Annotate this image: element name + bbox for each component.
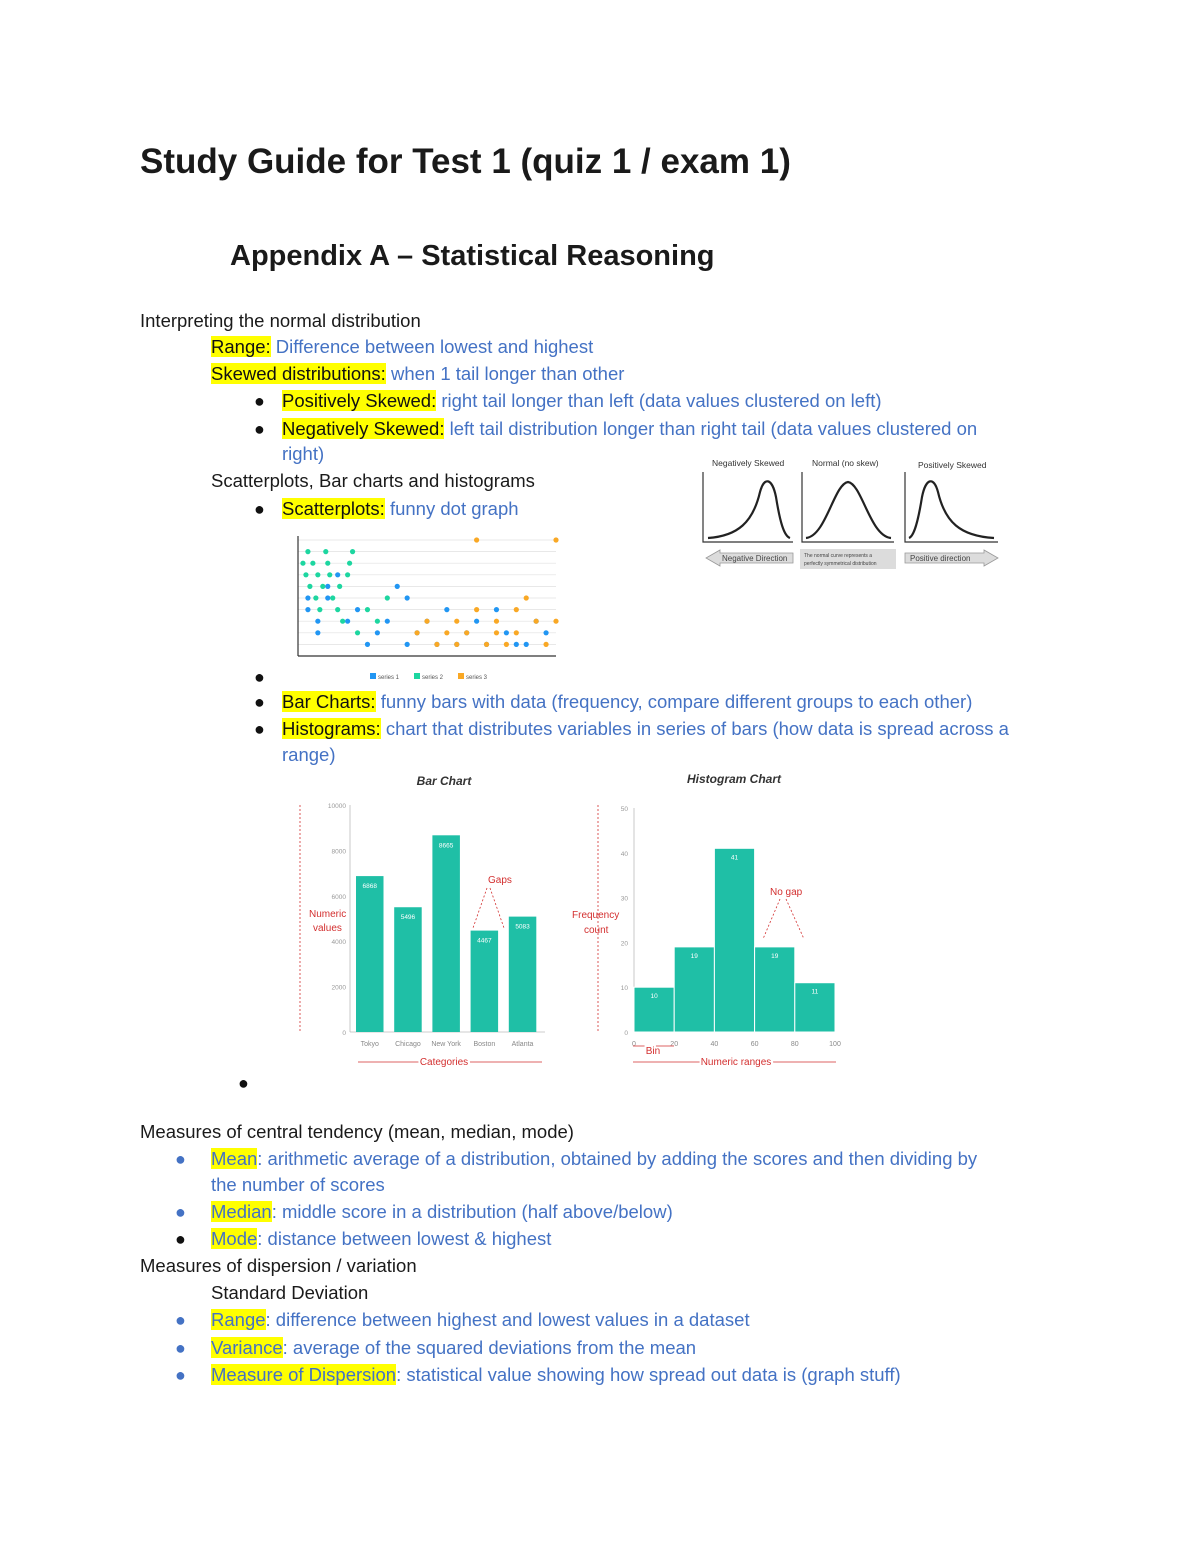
scatter-point bbox=[330, 595, 335, 600]
bullet-icon: ● bbox=[254, 419, 265, 439]
bar-def: funny bars with data (frequency, compare different groups to each other) bbox=[375, 691, 973, 712]
median-term: Median bbox=[211, 1201, 272, 1222]
positive-entry bbox=[282, 389, 882, 413]
hist-bin-40-60 bbox=[714, 848, 754, 1032]
hist-ylabel-1: Frequency bbox=[572, 910, 620, 921]
scatter-point bbox=[325, 561, 330, 566]
dispersion-term: Measure of Dispersion bbox=[211, 1364, 397, 1385]
hist-value-label: 11 bbox=[811, 988, 819, 996]
bar-gaps-label: Gaps bbox=[488, 875, 512, 886]
hist-ytick-label: 20 bbox=[620, 940, 628, 948]
bar-xlabel: Categories bbox=[419, 1057, 469, 1068]
dispersion-def: : statistical value showing how spread out data is (graph stuff) bbox=[396, 1364, 901, 1385]
hist-entry bbox=[282, 717, 1009, 741]
scatter-entry bbox=[282, 497, 519, 521]
skew-label-negative: Negatively Skewed bbox=[712, 458, 785, 468]
normal-note-1: The normal curve represents a bbox=[804, 553, 873, 559]
bullet-icon: ● bbox=[175, 1149, 186, 1169]
scatter-point bbox=[305, 549, 310, 554]
scatter-point bbox=[335, 607, 340, 612]
nogap-arrow-right bbox=[786, 899, 804, 939]
mode-term: Mode bbox=[211, 1228, 258, 1249]
scatter-legend-swatch bbox=[370, 673, 376, 679]
bar-ytick-label: 0 bbox=[342, 1030, 346, 1037]
scatter-point bbox=[323, 549, 328, 554]
scatter-legend-swatch bbox=[458, 673, 464, 679]
skew-label-normal: Normal (no skew) bbox=[812, 458, 879, 468]
section-heading-central: Measures of central tendency (mean, median, mode) bbox=[140, 1121, 574, 1142]
scatter-point bbox=[553, 537, 558, 542]
gaps-arrow-left bbox=[473, 888, 487, 928]
range-def: Difference between lowest and highest bbox=[270, 336, 594, 357]
bullet-icon: ● bbox=[175, 1310, 186, 1330]
scatter-point bbox=[337, 584, 342, 589]
bullet-icon: ● bbox=[254, 499, 265, 519]
bullet-icon: ● bbox=[175, 1365, 186, 1385]
bar-category-label: Tokyo bbox=[360, 1041, 379, 1048]
scatter-point bbox=[514, 607, 519, 612]
gaps-arrow-right bbox=[490, 888, 504, 928]
scatter-point bbox=[365, 607, 370, 612]
bar-boston bbox=[471, 931, 499, 1032]
hist-value-label: 19 bbox=[771, 952, 779, 960]
scatter-point bbox=[474, 619, 479, 624]
scatter-point bbox=[300, 561, 305, 566]
scatter-point bbox=[543, 630, 548, 635]
hist-def-cont: range) bbox=[282, 744, 336, 765]
scatter-point bbox=[534, 619, 539, 624]
scatter-point bbox=[307, 584, 312, 589]
mean-def-cont: the number of scores bbox=[211, 1174, 385, 1195]
scatter-point bbox=[385, 595, 390, 600]
scatter-point bbox=[514, 642, 519, 647]
scatter-point bbox=[327, 572, 332, 577]
scatter-point bbox=[524, 595, 529, 600]
scatter-point bbox=[504, 630, 509, 635]
bullet-icon: ● bbox=[175, 1202, 186, 1222]
hist-xtick-label: 80 bbox=[790, 1041, 799, 1048]
curve-normal bbox=[806, 482, 891, 538]
disp-range-term: Range bbox=[211, 1309, 266, 1330]
scatter-point bbox=[315, 630, 320, 635]
scatter-point bbox=[355, 630, 360, 635]
scatter-point bbox=[317, 607, 322, 612]
hist-value-label: 41 bbox=[730, 854, 739, 862]
hist-value-label: 19 bbox=[690, 952, 698, 960]
hist-xtick-label: 60 bbox=[750, 1041, 759, 1048]
hist-xlabel: Numeric ranges bbox=[700, 1057, 772, 1068]
bar-chicago bbox=[394, 907, 422, 1032]
axis-positive bbox=[905, 472, 998, 542]
scatter-point bbox=[444, 630, 449, 635]
scatter-point bbox=[310, 561, 315, 566]
scatter-point bbox=[464, 630, 469, 635]
scatter-legend-label: series 1 bbox=[378, 675, 400, 681]
bar-value-label: 4467 bbox=[477, 937, 492, 945]
scatter-def: funny dot graph bbox=[384, 498, 519, 519]
bar-new-york bbox=[432, 835, 460, 1032]
scatter-point bbox=[414, 630, 419, 635]
hist-ylabel-2: count bbox=[584, 925, 609, 936]
scatter-point bbox=[405, 642, 410, 647]
bar-atlanta bbox=[509, 917, 537, 1032]
scatter-point bbox=[313, 595, 318, 600]
arrow-right-label: Positive direction bbox=[910, 554, 971, 563]
scatter-point bbox=[474, 537, 479, 542]
scatter-point bbox=[305, 607, 310, 612]
curve-positive bbox=[909, 481, 994, 538]
scatter-point bbox=[375, 630, 380, 635]
hist-term: Histograms: bbox=[282, 718, 381, 739]
bar-ytick-label: 8000 bbox=[331, 848, 346, 856]
bar-tokyo bbox=[356, 876, 384, 1032]
bar-ytick-label: 10000 bbox=[327, 803, 346, 810]
scatter-point bbox=[305, 595, 310, 600]
variance-term: Variance bbox=[211, 1337, 283, 1358]
variance-def: : average of the squared deviations from the mean bbox=[282, 1337, 697, 1358]
bar-term: Bar Charts: bbox=[282, 691, 376, 712]
scatter-point bbox=[494, 607, 499, 612]
range-term: Range: bbox=[211, 336, 271, 357]
negative-def: left tail distribution longer than right tail (data values clustered on bbox=[444, 418, 978, 439]
curve-negative bbox=[708, 481, 790, 538]
scatter-point bbox=[347, 561, 352, 566]
bullet-icon: ● bbox=[254, 719, 265, 739]
hist-xtick-label: 100 bbox=[829, 1041, 841, 1048]
bar-value-label: 5083 bbox=[515, 923, 530, 931]
bar-value-label: 6868 bbox=[362, 883, 377, 891]
bullet-icon: ● bbox=[254, 667, 265, 687]
bar-ylabel-2: values bbox=[313, 923, 342, 934]
range-entry bbox=[211, 335, 593, 359]
bar-value-label: 5496 bbox=[400, 914, 416, 922]
scatter-point bbox=[494, 619, 499, 624]
scatter-legend-label: series 2 bbox=[422, 675, 444, 681]
page-subtitle: Appendix A – Statistical Reasoning bbox=[230, 240, 715, 272]
scatter-point bbox=[315, 619, 320, 624]
hist-ytick-label: 50 bbox=[620, 806, 628, 813]
bullet-icon: ● bbox=[175, 1229, 186, 1249]
scatter-legend-swatch bbox=[414, 673, 420, 679]
bullet-icon: ● bbox=[238, 1073, 249, 1093]
scatter-point bbox=[315, 572, 320, 577]
std-dev-heading: Standard Deviation bbox=[211, 1282, 369, 1303]
scatter-point bbox=[543, 642, 548, 647]
dispersion-entry bbox=[211, 1363, 901, 1387]
hist-xtick-label: 40 bbox=[710, 1041, 719, 1048]
scatter-point bbox=[365, 642, 370, 647]
section-heading-dispersion: Measures of dispersion / variation bbox=[140, 1255, 417, 1276]
scatter-point bbox=[375, 619, 380, 624]
bar-histogram-figure bbox=[280, 765, 860, 1075]
positive-term: Positively Skewed: bbox=[282, 390, 437, 411]
bar-ytick-label: 2000 bbox=[331, 984, 346, 992]
hist-value-label: 10 bbox=[650, 993, 658, 1001]
mean-term: Mean bbox=[211, 1148, 258, 1169]
nogap-arrow-left bbox=[763, 899, 780, 939]
bullet-icon: ● bbox=[175, 1338, 186, 1358]
page-title: Study Guide for Test 1 (quiz 1 / exam 1) bbox=[140, 142, 791, 181]
hist-def: chart that distributes variables in series of bars (how data is spread across a bbox=[380, 718, 1009, 739]
section-heading-normal: Interpreting the normal distribution bbox=[140, 310, 421, 331]
bar-category-label: New York bbox=[431, 1041, 461, 1048]
scatter-point bbox=[504, 642, 509, 647]
scatter-point bbox=[325, 584, 330, 589]
scatter-point bbox=[553, 619, 558, 624]
disp-range-def: : difference between highest and lowest values in a dataset bbox=[265, 1309, 750, 1330]
hist-ytick-label: 40 bbox=[620, 850, 628, 858]
scatter-chart bbox=[284, 530, 566, 686]
scatter-point bbox=[325, 595, 330, 600]
median-entry bbox=[211, 1200, 673, 1224]
disp-range-entry bbox=[211, 1308, 750, 1332]
scatter-point bbox=[395, 584, 400, 589]
median-def: : middle score in a distribution (half above/below) bbox=[271, 1201, 673, 1222]
skewed-def: when 1 tail longer than other bbox=[385, 363, 625, 384]
hist-xtick-label: 0 bbox=[632, 1041, 636, 1048]
mean-entry bbox=[211, 1147, 977, 1171]
skewed-entry bbox=[211, 362, 624, 386]
axis-negative bbox=[703, 472, 793, 542]
hist-ytick-label: 30 bbox=[620, 895, 628, 903]
scatter-point bbox=[345, 572, 350, 577]
scatter-point bbox=[345, 619, 350, 624]
bar-ytick-label: 6000 bbox=[331, 893, 346, 901]
bin-label: Bin bbox=[645, 1046, 661, 1057]
hist-ytick-label: 10 bbox=[620, 985, 628, 993]
scatter-point bbox=[454, 619, 459, 624]
scatter-point bbox=[355, 607, 360, 612]
scatter-term: Scatterplots: bbox=[282, 498, 385, 519]
bar-category-label: Boston bbox=[473, 1041, 496, 1048]
bullet-icon: ● bbox=[254, 692, 265, 712]
mean-def: : arithmetic average of a distribution, obtained by adding the scores and then dividing by bbox=[257, 1148, 978, 1169]
bar-category-label: Atlanta bbox=[511, 1041, 534, 1048]
scatter-point bbox=[454, 642, 459, 647]
section-heading-charts: Scatterplots, Bar charts and histograms bbox=[211, 470, 535, 491]
negative-entry bbox=[282, 417, 977, 441]
bar-entry bbox=[282, 690, 972, 714]
normal-note-2: perfectly symmetrical distribution bbox=[804, 561, 877, 567]
bullet-icon: ● bbox=[254, 391, 265, 411]
scatter-point bbox=[484, 642, 489, 647]
scatter-point bbox=[434, 642, 439, 647]
scatter-point bbox=[320, 584, 325, 589]
scatter-point bbox=[303, 572, 308, 577]
scatter-point bbox=[514, 630, 519, 635]
negative-term: Negatively Skewed: bbox=[282, 418, 445, 439]
scatter-point bbox=[340, 619, 345, 624]
scatter-point bbox=[474, 607, 479, 612]
positive-def: right tail longer than left (data values clustered on left) bbox=[436, 390, 882, 411]
scatter-point bbox=[405, 595, 410, 600]
hist-ytick-label: 0 bbox=[624, 1030, 628, 1037]
scatter-point bbox=[335, 572, 340, 577]
scatter-point bbox=[444, 607, 449, 612]
bar-ytick-label: 4000 bbox=[331, 939, 346, 947]
hist-xtick-label: 20 bbox=[670, 1041, 679, 1048]
skewed-term: Skewed distributions: bbox=[211, 363, 386, 384]
scatter-point bbox=[350, 549, 355, 554]
mode-entry bbox=[211, 1227, 551, 1251]
skew-distribution-figure bbox=[698, 452, 1003, 574]
variance-entry bbox=[211, 1336, 696, 1360]
bar-ylabel-1: Numeric bbox=[309, 909, 347, 920]
arrow-left-label: Negative Direction bbox=[722, 554, 788, 563]
bar-chart-title: Bar Chart bbox=[416, 774, 472, 788]
histogram-chart-title: Histogram Chart bbox=[686, 772, 782, 786]
bar-category-label: Chicago bbox=[395, 1041, 421, 1048]
scatter-point bbox=[524, 642, 529, 647]
scatter-legend-label: series 3 bbox=[466, 675, 488, 681]
negative-def-cont: right) bbox=[282, 443, 325, 464]
hist-nogap-label: No gap bbox=[770, 887, 803, 898]
skew-label-positive: Positively Skewed bbox=[918, 460, 987, 470]
scatter-point bbox=[385, 619, 390, 624]
bar-value-label: 8665 bbox=[438, 842, 454, 850]
scatter-point bbox=[424, 619, 429, 624]
mode-def: : distance between lowest & highest bbox=[257, 1228, 552, 1249]
scatter-point bbox=[494, 630, 499, 635]
